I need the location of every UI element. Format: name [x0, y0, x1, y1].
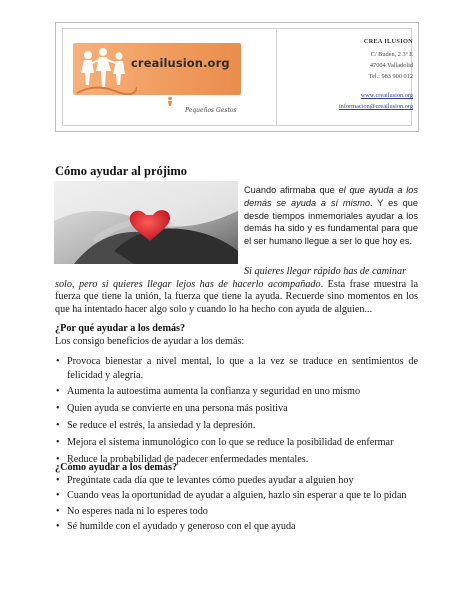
- article-title: Cómo ayudar al prójimo: [55, 164, 188, 178]
- list-item: • Cuando veas la oportunidad de ayudar a alguien, hazlo sin esperar a que te lo pidan: [56, 490, 407, 502]
- address-city: 47004 Valladolid: [369, 62, 413, 69]
- logo-wordmark: creailusion.org: [131, 56, 230, 70]
- people-silhouettes-icon: [75, 43, 137, 95]
- section-heading-how: ¿Cómo ayudar a los demás?: [55, 462, 178, 473]
- list-item: • Aumenta la autoestima aumenta la confianza y seguridad en uno mismo: [56, 386, 361, 398]
- contact-block: [287, 36, 413, 112]
- org-name: CREA ILUSION: [363, 38, 413, 45]
- letterhead: [55, 22, 419, 132]
- email-link[interactable]: informacion@creailusion.org: [338, 103, 413, 110]
- crea-ilusion-logo: [73, 43, 241, 119]
- section-intro-benefits: Los consigo beneficios de ayudar a los demás:: [55, 336, 245, 347]
- intro-emphasis: el que ayuda a los demás se ayuda a sí mismo: [244, 185, 418, 208]
- quote-paragraph: Si quieres llegar rápido has de caminar solo, pero si quieres llegar lejos has de hacerlo acompañado. Esta frase muestra la fuerza que tiene la unión, la fuerza que tiene la ayuda. Recuerde sino momentos en los que ha intentado hacer algo solo y cuando lo ha hecho con ayuda de alguien...: [55, 266, 418, 315]
- list-item: • Mejora el sistema inmunológico con lo que se reduce la posibilidad de enfermar: [56, 436, 394, 448]
- intro-paragraph: Cuando afirmaba que el que ayuda a los demás se ayuda a sí mismo. Y es que desde tiempos inmemoriales ayudar a los demás ha sido y es fundamental para que el ser humano llegue a ser lo que hoy es.: [244, 185, 418, 247]
- list-item: • No esperes nada ni lo esperes todo: [56, 505, 208, 517]
- list-item: • Se reduce el estrés, la ansiedad y la depresión.: [56, 419, 256, 431]
- phone-number: Tel.: 983 900 012: [368, 73, 413, 80]
- benefits-list: [55, 355, 418, 469]
- letterhead-divider: [276, 29, 277, 125]
- letterhead-frame: [62, 28, 412, 126]
- quote-line-1: Si quieres llegar rápido has de caminar: [244, 266, 407, 277]
- quote-line-2: solo, pero si quieres llegar lejos has de hacerlo acompañado: [55, 278, 321, 290]
- list-item: • Sé humilde con el ayudado y generoso con el que ayuda: [56, 521, 296, 533]
- heart-in-hands-photo: [54, 181, 238, 264]
- list-item: • Provoca bienestar a nivel mental, lo que a la vez se traduce en sentimientos de felicidad y alegría.: [56, 356, 418, 381]
- website-link[interactable]: www.creailusion.org: [360, 92, 413, 99]
- address-street: C/ Budén, 2 3º E: [370, 51, 413, 58]
- logo-tagline: Pequeños Gestos: [185, 107, 237, 114]
- section-heading-why: ¿Por qué ayudar a los demás?: [55, 323, 186, 334]
- how-to-list: [55, 474, 418, 536]
- list-item: • Reduce la probabilidad de padecer enfermedades mentales.: [56, 453, 309, 465]
- list-item: • Quien ayuda se convierte en una persona más positiva: [56, 403, 288, 415]
- list-item: • Pregúntate cada día que te levantes cómo puedes ayudar a alguien hoy: [56, 475, 354, 486]
- small-figure-icon: [165, 96, 175, 106]
